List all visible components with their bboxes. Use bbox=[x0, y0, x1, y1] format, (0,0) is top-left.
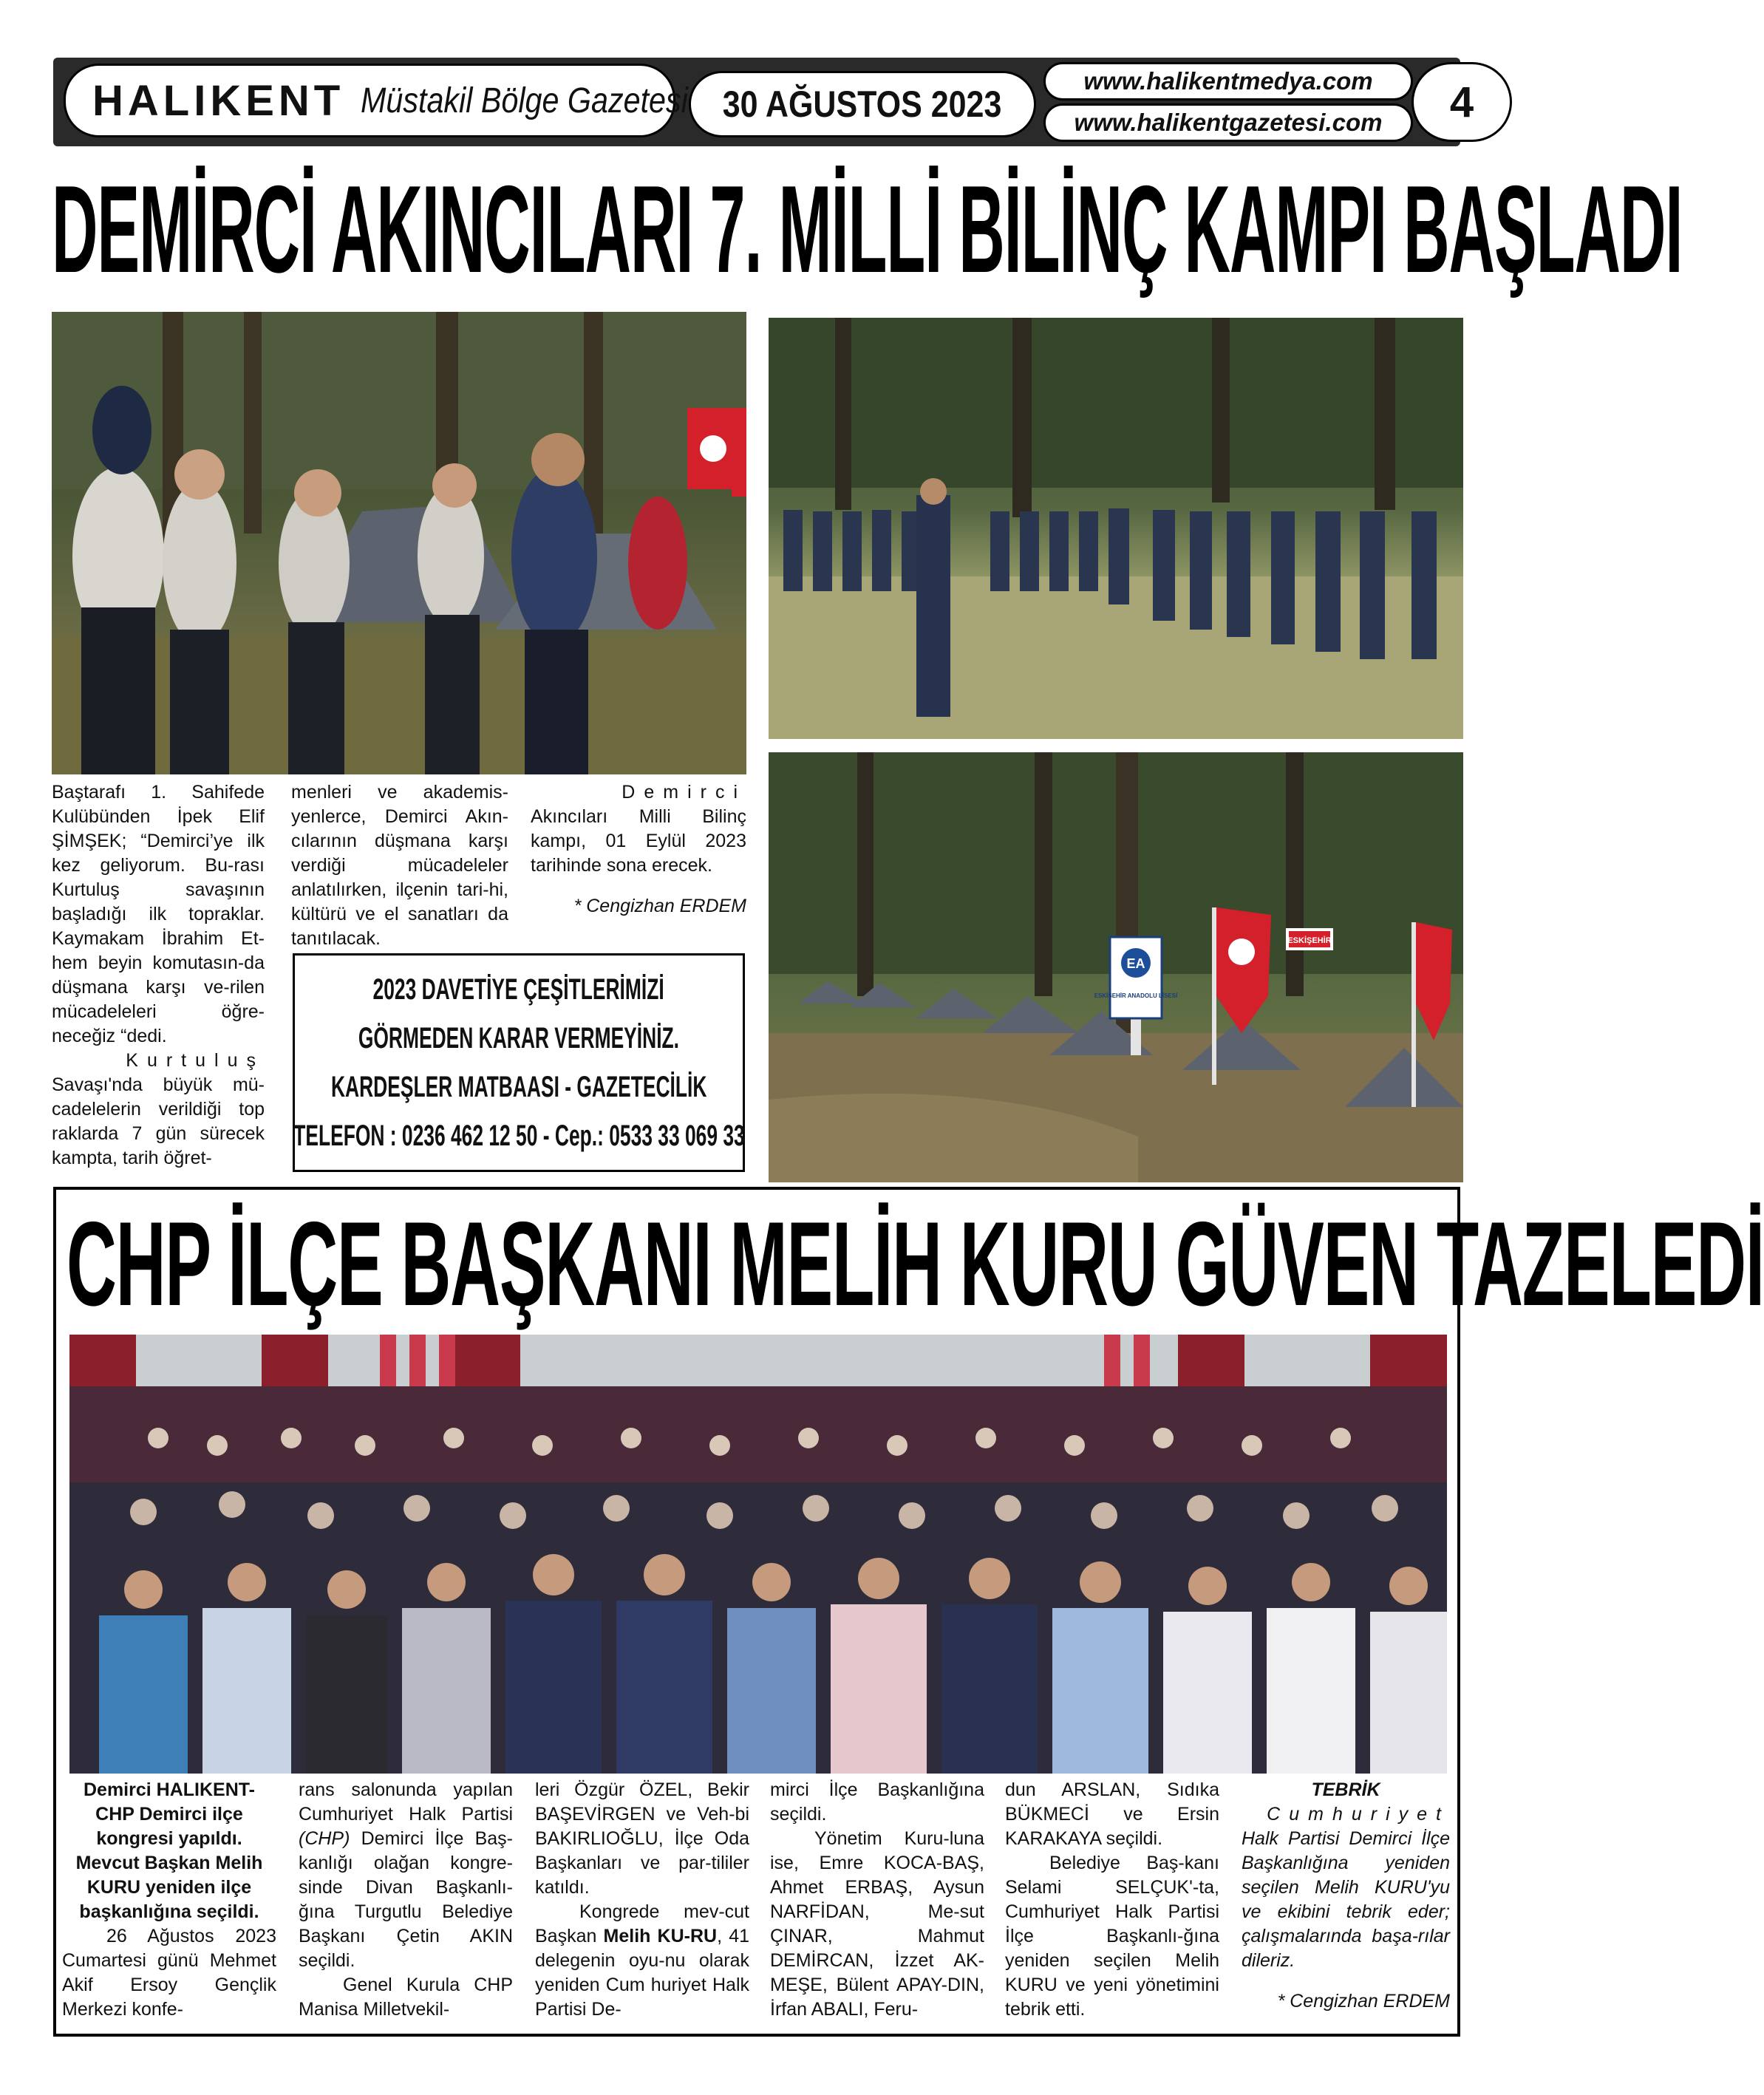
ad-line-4: TELEFON : 0236 462 12 50 - Cep.: 0533 33 069 33 bbox=[293, 1120, 745, 1152]
tebrik-lead: Cumhuriyet bbox=[1267, 1804, 1450, 1825]
photo-ceremony-lineup bbox=[769, 318, 1463, 739]
article-2-column-5 bbox=[1005, 1778, 1219, 2022]
article-2-lead: Demirci HALIKENT- CHP Demirci ilçe kongresi yapıldı. Mevcut Başkan Melih KURU yeniden ilçe başkanlığına seçildi. bbox=[75, 1779, 263, 1922]
paper-subtitle: Müstakil Bölge Gazetesi bbox=[361, 81, 689, 120]
photo-congress-hall bbox=[69, 1335, 1447, 1774]
article-2-para-4: leri Özgür ÖZEL, Bekir BAŞEVİRGEN ve Veh-bi BAKIRLIOĞLU, İlçe Oda Başkanları ve par-tililer katıldı. bbox=[535, 1779, 749, 1898]
article-2-para-5: Kongrede mev-cut Başkan Melih KU-RU, 41 delegenin oyu-nu olarak yeniden Cum huriyet Halk Partisi De- bbox=[535, 1901, 749, 2020]
article-2-para-9: Belediye Baş-kanı Selami SELÇUK'-ta, Cumhuriyet Halk Partisi İlçe Başkanlı-ğına yeniden seçilen Melih KURU ve yeni yönetimini tebrik etti. bbox=[1005, 1853, 1219, 2020]
article-1-para-2-lead: Kurtuluş bbox=[126, 1050, 265, 1071]
banner-city-text: ESKİŞEHİR bbox=[1287, 936, 1332, 945]
article-1-para-4-lead: Demirci bbox=[622, 782, 746, 803]
paper-name: HALIKENT bbox=[92, 76, 345, 125]
paper-title-pill bbox=[64, 64, 689, 137]
article-2-column-4 bbox=[770, 1778, 984, 2022]
article-2-para-3: Genel Kurula CHP Manisa Milletvekil- bbox=[299, 1975, 513, 2020]
ceremony-scene bbox=[769, 318, 1463, 739]
banner-school-text: ESKİŞEHİR ANADOLU LİSESİ bbox=[1094, 992, 1178, 999]
page-number: 4 bbox=[1411, 62, 1512, 142]
article-2-para-1: 26 Ağustos 2023 Cumartesi günü Mehmet Akif Ersoy Gençlik Merkezi konfe- bbox=[62, 1926, 276, 2020]
article-2-column-2 bbox=[299, 1778, 513, 2022]
photo-camp-tents bbox=[769, 752, 1463, 1182]
article-2-para-8: dun ARSLAN, Sıdıka BÜKMECİ ve Ersin KARAKAYA seçildi. bbox=[1005, 1779, 1219, 1849]
article-1-column-1 bbox=[52, 780, 265, 1171]
congress-scene bbox=[69, 1335, 1447, 1774]
ad-line-1: 2023 DAVETİYE ÇEŞİTLERİMİZİ bbox=[372, 973, 665, 1006]
tent-scene bbox=[769, 752, 1463, 1182]
article-2-para-7: Yönetim Kuru-luna ise, Emre KOCA-BAŞ, Ahmet ERBAŞ, Aysun NARFİDAN, Me-sut ÇINAR, Mahmut DEMİRCAN, İzzet AK-MEŞE, Bülent APAY-DIN, İrfan ABALI, Feru- bbox=[770, 1828, 984, 2020]
article-1-column-3 bbox=[531, 780, 746, 919]
print-shop-ad bbox=[293, 953, 745, 1172]
website-link-1[interactable]: www.halikentmedya.com bbox=[1043, 62, 1413, 101]
issue-date: 30 AĞUSTOS 2023 bbox=[689, 71, 1036, 137]
ad-line-3: KARDEŞLER MATBAASI - GAZETECİLİK bbox=[330, 1071, 707, 1103]
article-2-column-3 bbox=[535, 1778, 749, 2022]
website-link-2[interactable]: www.halikentgazetesi.com bbox=[1043, 103, 1413, 142]
article-1-byline: * Cengizhan ERDEM bbox=[573, 896, 746, 916]
article-2-para-2: rans salonunda yapılan Cumhuriyet Halk Partisi (CHP) Demirci İlçe Baş-kanlığı olağan kongre-sinde Divan Başkanlı-ğına Turgutlu Belediye Başkanı Çetin AKIN seçildi. bbox=[299, 1779, 513, 1971]
tebrik-title: TEBRİK bbox=[1311, 1779, 1380, 1800]
article-2-column-1 bbox=[62, 1778, 276, 2022]
article-2-byline: * Cengizhan ERDEM bbox=[1277, 1991, 1450, 2011]
article-1-para-2: Savaşı'nda büyük mü-cadelelerin verildiği top raklarda 7 gün sürecek kampta, tarih öğret- bbox=[52, 1074, 265, 1168]
article-1-para-1: Baştarafı 1. Sahifede Kulübünden İpek Elif ŞİMŞEK; “Demirci’ye ilk kez geliyorum. Bu-rası Kurtuluş savaşının başladığı ilk topraklar. Kaymakam İbrahim Et-hem beyin komutasın-da düşmana karşı ve-rilen mücadeleleri öğre-neceğiz “dedi. bbox=[52, 782, 265, 1046]
photo-handshake bbox=[52, 312, 746, 774]
article-1-headline: DEMİRCİ AKINCILARI 7. MİLLİ BİLİNÇ KAMPI BAŞLADI bbox=[52, 160, 1683, 299]
banner-logo-text: EA bbox=[1126, 956, 1145, 971]
article-1-para-4: Akıncıları Milli Bilinç kampı, 01 Eylül 2023 tarihinde sona erecek. bbox=[531, 806, 746, 876]
masthead bbox=[53, 58, 1474, 146]
article-1-column-2 bbox=[291, 780, 508, 951]
article-1-para-3: menleri ve akademis-yenlerce, Demirci Akın-cılarının düşmana karşı verdiği mücadeleler anlatılırken, ilçenin tari-hi, kültürü ve el sanatları da tanıtılacak. bbox=[291, 782, 508, 949]
ad-line-2: GÖRMEDEN KARAR VERMEYİNİZ. bbox=[358, 1022, 680, 1055]
article-2-headline: CHP İLÇE BAŞKANI MELİH KURU GÜVEN TAZELEDİ bbox=[67, 1197, 1764, 1331]
tebrik-text: Halk Partisi Demirci İlçe Başkanlığına yeniden seçilen Melih KURU'yu ve ekibini tebrik eder; çalışmalarında başa-rılar dileriz. bbox=[1242, 1828, 1450, 1971]
congratulations-box bbox=[1242, 1778, 1450, 2014]
handshake-scene bbox=[52, 312, 746, 774]
article-2-para-6: mirci İlçe Başkanlığına seçildi. bbox=[770, 1779, 984, 1825]
